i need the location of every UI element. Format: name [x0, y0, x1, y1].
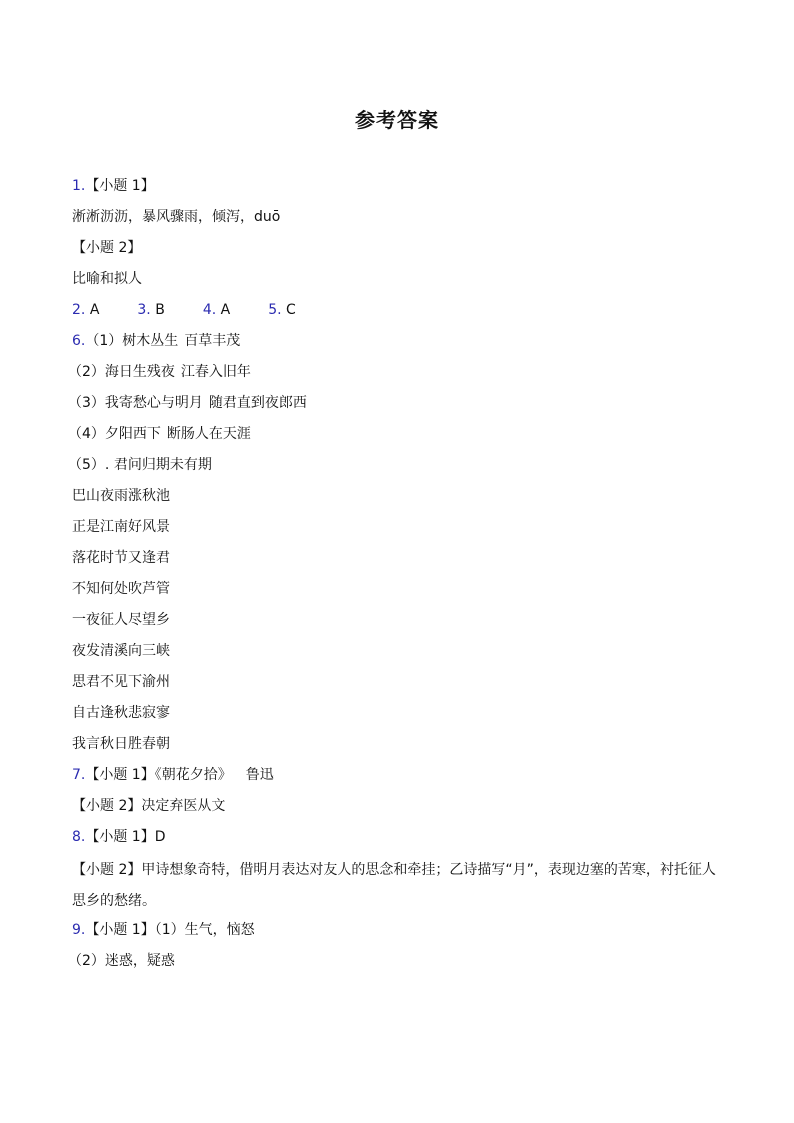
q6-part-1: [72, 328, 722, 359]
choice-answer: A: [89, 302, 100, 318]
verse-line: 我言秋日胜春朝: [72, 736, 170, 752]
verse-line: 不知何处吹芦管: [72, 581, 170, 597]
question-number: 5.: [268, 302, 282, 318]
part-label: （2）: [68, 953, 105, 969]
verse-line: 我寄愁心与明月: [104, 395, 203, 411]
part-label: （1）: [85, 333, 123, 349]
part-label: （4）: [68, 426, 105, 442]
q6-part-2: [68, 359, 722, 390]
verse-line: . 君问归期未有期: [104, 457, 212, 473]
verse-line: 落花时节又逢君: [72, 550, 170, 566]
subquestion-label: 【小题 1】: [85, 829, 155, 845]
answer-text: D: [154, 829, 166, 845]
verse-line: 海日生残夜: [104, 364, 175, 380]
part-label: （3）: [68, 395, 105, 411]
verse-line: 正是江南好风景: [72, 519, 170, 535]
question-number: 6.: [72, 333, 86, 349]
subquestion-label: 【小题 1】: [85, 178, 155, 194]
verse-line: 树木丛生: [122, 333, 179, 349]
answer-list: [68, 173, 722, 979]
q9-part-2: [68, 948, 722, 979]
subquestion-label: 【小题 1】: [85, 922, 155, 938]
question-number: 7.: [72, 767, 86, 783]
verse-line: 思君不见下渝州: [72, 674, 170, 690]
choice-answer: A: [220, 302, 231, 318]
verse-line: 百草丰茂: [184, 333, 241, 349]
choice-answer: B: [155, 302, 165, 318]
verse-line: 江春入旧年: [180, 364, 251, 380]
q6-part-3: [68, 390, 722, 421]
q8-subquestion-2: [72, 855, 722, 917]
q7-subquestion-2: [72, 793, 722, 824]
q7-subquestion-1: [72, 762, 722, 793]
q1-subquestion-2-label: 【小题 2】: [72, 240, 142, 256]
question-number: 9.: [72, 922, 86, 938]
verse-line: 随君直到夜郎西: [208, 395, 307, 411]
answer-text: 决定弃医从文: [141, 798, 226, 814]
answer-text: 生气，恼怒: [184, 922, 255, 938]
verse-line: 一夜征人尽望乡: [72, 612, 170, 628]
q8-subquestion-1: [72, 824, 722, 855]
question-number: 3.: [137, 302, 151, 318]
verse-line: 夕阳西下: [104, 426, 161, 442]
verse-line: 夜发清溪向三峡: [72, 643, 170, 659]
q1-header: [72, 173, 722, 204]
q1-answer-1: 淅淅沥沥，暴风骤雨，倾泻，duō: [72, 209, 281, 225]
answer-text: 迷惑，疑惑: [104, 953, 175, 969]
q1-answer-2: 比喻和拟人: [72, 271, 142, 287]
subquestion-label: 【小题 1】: [85, 767, 155, 783]
part-label: （1）: [154, 922, 185, 938]
question-number: 8.: [72, 829, 86, 845]
author-name: 鲁迅: [245, 767, 274, 783]
part-label: （2）: [68, 364, 105, 380]
multiple-choice-row: [72, 297, 722, 328]
verse-line: 自古逢秋悲寂寥: [72, 705, 170, 721]
book-title: 《朝花夕拾》: [154, 767, 232, 783]
verse-line: 巴山夜雨涨秋池: [72, 488, 170, 504]
question-number: 4.: [202, 302, 217, 318]
choice-answer: C: [286, 302, 296, 318]
question-number: 2.: [72, 302, 86, 318]
verse-line: 断肠人在天涯: [166, 426, 251, 442]
subquestion-label: 【小题 2】: [72, 862, 142, 878]
page-title: 参考答案: [355, 108, 439, 132]
answer-text: 甲诗想象奇特，借明月表达对友人的思念和牵挂；乙诗描写“月”，表现边塞的苦寒，衬托征人思乡的愁绪。: [72, 862, 716, 909]
q9-subquestion-1: [72, 917, 722, 948]
q6-part-5: [68, 452, 722, 483]
q6-part-4: [68, 421, 722, 452]
question-number: 1.: [72, 178, 86, 194]
part-label: （5）: [68, 457, 105, 473]
subquestion-label: 【小题 2】: [72, 798, 142, 814]
